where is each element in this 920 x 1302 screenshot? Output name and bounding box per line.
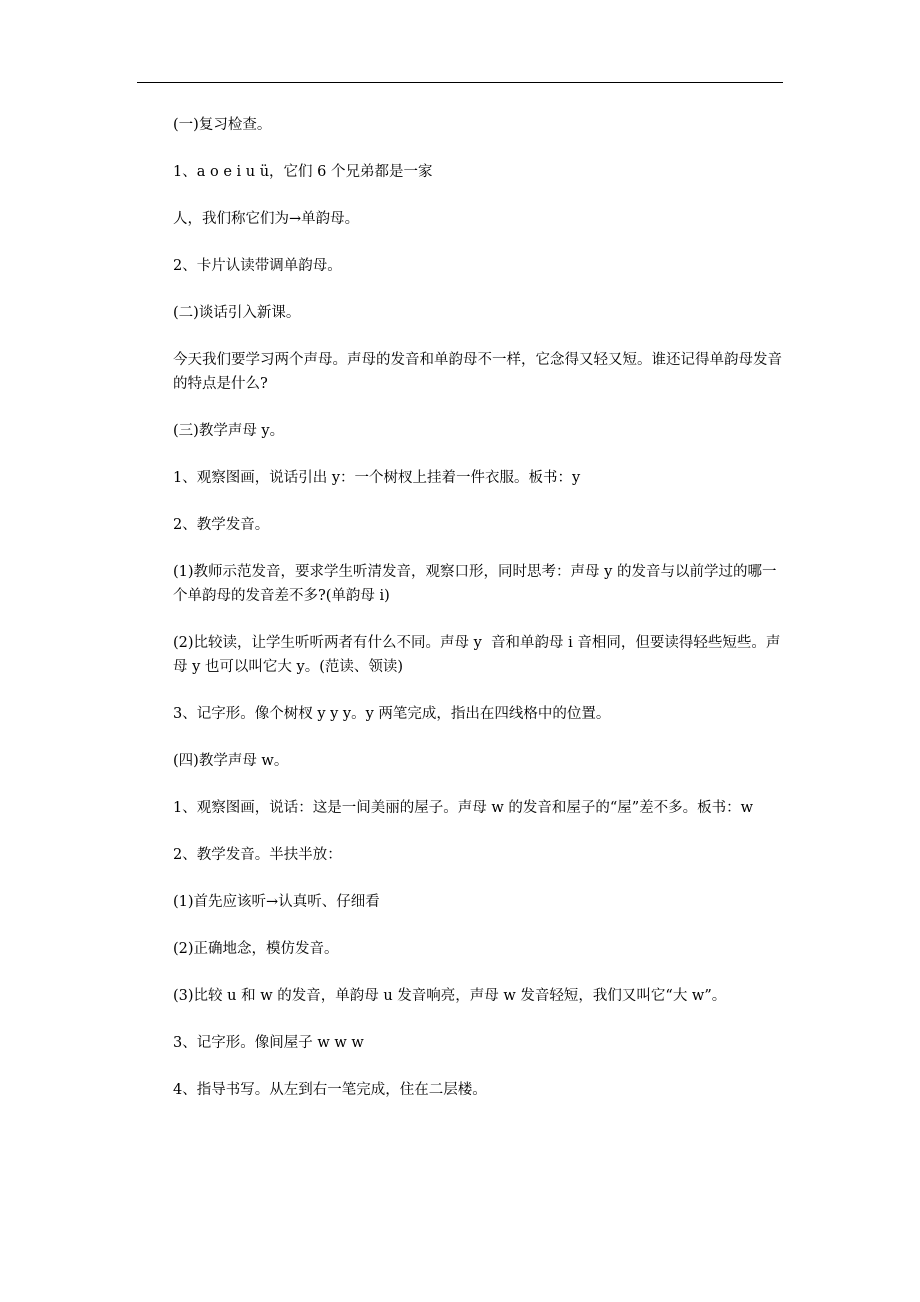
paragraph: 1、观察图画，说话引出 y：一个树杈上挂着一件衣服。板书：y	[173, 470, 581, 486]
paragraph: 4、指导书写。从左到右一笔完成，住在二层楼。	[173, 1082, 487, 1098]
paragraph: (2)比较读，让学生听听两者有什么不同。声母 y 音和单韵母 i 音相同，但要读得轻些短些。声母 y 也可以叫它大 y。(范读、领读)	[173, 635, 781, 675]
paragraph: 2、卡片认读带调单韵母。	[173, 258, 342, 274]
document-body	[173, 113, 783, 1125]
paragraph: 今天我们要学习两个声母。声母的发音和单韵母不一样，它念得又轻又短。谁还记得单韵母发音的特点是什么?	[173, 352, 782, 392]
section-heading-y: (三)教学声母 y。	[173, 423, 285, 439]
section-heading-review: (一)复习检查。	[173, 117, 272, 133]
paragraph: 1、a o e i u ü，它们 6 个兄弟都是一家	[173, 164, 433, 180]
paragraph: 2、教学发音。半扶半放：	[173, 847, 342, 863]
paragraph: 人，我们称它们为→单韵母。	[173, 211, 360, 227]
paragraph: 3、记字形。像个树杈 y y y。y 两笔完成，指出在四线格中的位置。	[173, 706, 611, 722]
paragraph: 2、教学发音。	[173, 517, 270, 533]
paragraph: 1、观察图画，说话：这是一间美丽的屋子。声母 w 的发音和屋子的“屋”差不多。板书：w	[173, 800, 754, 816]
paragraph: (1)首先应该听→认真听、仔细看	[173, 894, 380, 910]
section-heading-intro: (二)谈话引入新课。	[173, 305, 301, 321]
paragraph: (3)比较 u 和 w 的发音，单韵母 u 发音响亮，声母 w 发音轻短，我们又叫它“大 w”。	[173, 988, 727, 1004]
header-rule	[137, 82, 783, 83]
section-heading-w: (四)教学声母 w。	[173, 753, 289, 769]
paragraph: (2)正确地念，模仿发音。	[173, 941, 339, 957]
paragraph: (1)教师示范发音，要求学生听清发音，观察口形，同时思考：声母 y 的发音与以前学过的哪一个单韵母的发音差不多?(单韵母 i)	[173, 564, 777, 604]
paragraph: 3、记字形。像间屋子 w w w	[173, 1035, 364, 1051]
